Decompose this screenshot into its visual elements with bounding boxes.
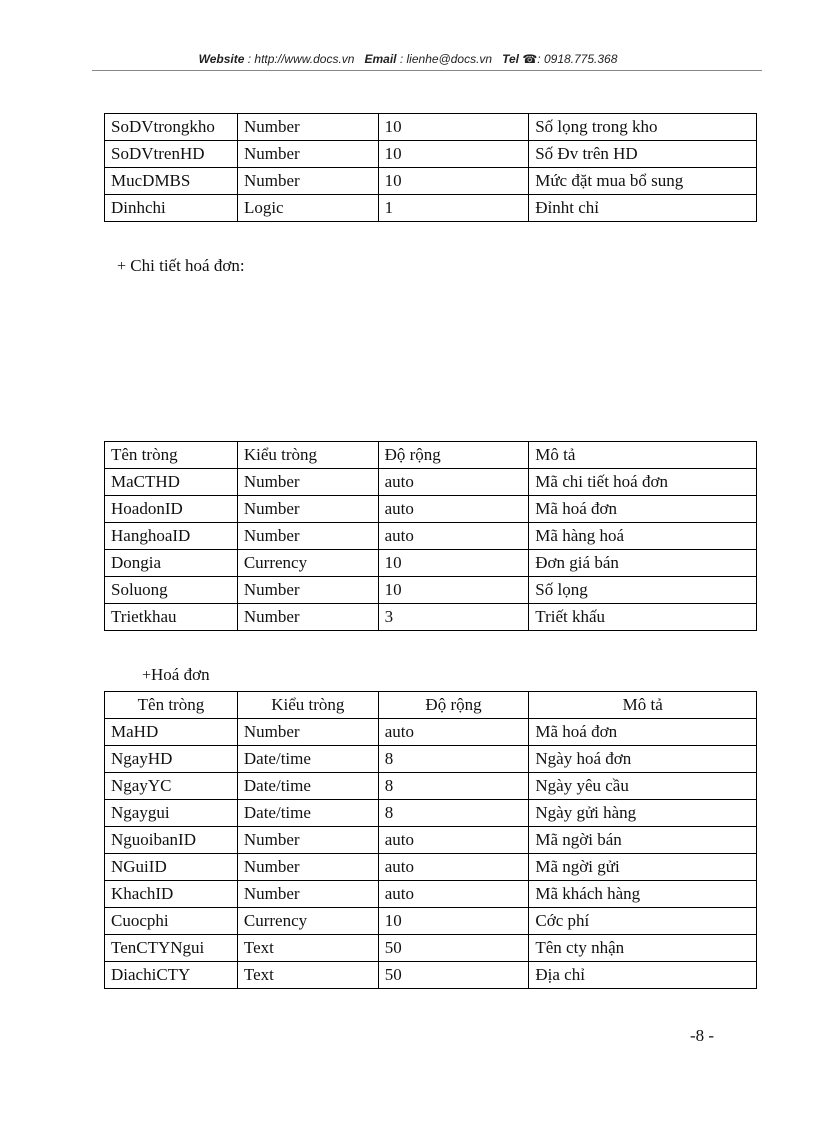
table-cell: auto xyxy=(378,827,529,854)
table-row xyxy=(105,141,757,168)
table-cell: HanghoaID xyxy=(105,523,238,550)
table-row xyxy=(105,746,757,773)
table-cell: Number xyxy=(237,469,378,496)
table-cell: Số lọng xyxy=(529,577,757,604)
column-header: Độ rộng xyxy=(378,442,529,469)
table-cell: MaHD xyxy=(105,719,238,746)
table-row xyxy=(105,496,757,523)
column-header: Kiểu tròng xyxy=(237,442,378,469)
table-cell: Triết khấu xyxy=(529,604,757,631)
table-row xyxy=(105,935,757,962)
tel-label: Tel xyxy=(502,52,519,66)
table-cell: 10 xyxy=(378,550,529,577)
table-cell: Mã hàng hoá xyxy=(529,523,757,550)
website-label: Website xyxy=(198,52,245,66)
table-row xyxy=(105,195,757,222)
table-cell: Dongia xyxy=(105,550,238,577)
table-cell: 10 xyxy=(378,114,529,141)
table-row xyxy=(105,604,757,631)
table-cell: Text xyxy=(237,962,378,989)
table-header-row xyxy=(105,692,757,719)
table-cell: Số lọng trong kho xyxy=(529,114,757,141)
table-cell: Ngaygui xyxy=(105,800,238,827)
table-cell: Number xyxy=(237,854,378,881)
table-cell: Number xyxy=(237,114,378,141)
table-cell: 8 xyxy=(378,773,529,800)
table-cell: auto xyxy=(378,496,529,523)
table-cell: Cuocphi xyxy=(105,908,238,935)
table-cell: Currency xyxy=(237,908,378,935)
table-cell: Trietkhau xyxy=(105,604,238,631)
column-header: Độ rộng xyxy=(378,692,529,719)
table-cell: Soluong xyxy=(105,577,238,604)
table-header-row xyxy=(105,442,757,469)
phone-icon: ☎ xyxy=(522,52,538,66)
section-title: Hoá đơn xyxy=(151,665,210,684)
table-cell: Number xyxy=(237,604,378,631)
table-cell: Number xyxy=(237,881,378,908)
table-cell: 50 xyxy=(378,962,529,989)
fields-table-continued xyxy=(104,113,757,222)
table-row xyxy=(105,800,757,827)
page-header xyxy=(0,52,816,66)
table-body xyxy=(105,719,757,989)
table-cell: Địa chỉ xyxy=(529,962,757,989)
section-title: Chi tiết hoá đơn: xyxy=(130,256,245,275)
table-cell: Mã chi tiết hoá đơn xyxy=(529,469,757,496)
table-cell: auto xyxy=(378,854,529,881)
table-cell: 10 xyxy=(378,168,529,195)
invoice-details-table xyxy=(104,441,757,631)
table-cell: MucDMBS xyxy=(105,168,238,195)
table-cell: Number xyxy=(237,577,378,604)
table-cell: 10 xyxy=(378,908,529,935)
table-row xyxy=(105,908,757,935)
table-cell: Number xyxy=(237,719,378,746)
column-header: Tên tròng xyxy=(105,442,238,469)
section-heading-invoice-details xyxy=(117,256,245,276)
table-row xyxy=(105,881,757,908)
table-cell: Date/time xyxy=(237,773,378,800)
table-cell: NguoibanID xyxy=(105,827,238,854)
table-cell: Số Đv trên HD xyxy=(529,141,757,168)
table-header xyxy=(105,692,757,719)
table-cell: SoDVtrongkho xyxy=(105,114,238,141)
table-cell: HoadonID xyxy=(105,496,238,523)
bullet-icon: + xyxy=(117,258,127,275)
website-value: : http://www.docs.vn xyxy=(247,52,355,66)
invoice-table xyxy=(104,691,757,989)
table-row xyxy=(105,854,757,881)
table-cell: Đỉnht chỉ xyxy=(529,195,757,222)
table-row xyxy=(105,550,757,577)
table-cell: Text xyxy=(237,935,378,962)
table-cell: Currency xyxy=(237,550,378,577)
table-cell: NgayHD xyxy=(105,746,238,773)
table-row xyxy=(105,168,757,195)
table-header xyxy=(105,442,757,469)
table-cell: Đơn giá bán xyxy=(529,550,757,577)
table-cell: auto xyxy=(378,523,529,550)
table-cell: auto xyxy=(378,881,529,908)
table-cell: TenCTYNgui xyxy=(105,935,238,962)
table-cell: Mã khách hàng xyxy=(529,881,757,908)
table-row xyxy=(105,962,757,989)
table-cell: 3 xyxy=(378,604,529,631)
table-row xyxy=(105,827,757,854)
table-cell: 8 xyxy=(378,746,529,773)
table-cell: Tên cty nhận xyxy=(529,935,757,962)
table-cell: Ngày hoá đơn xyxy=(529,746,757,773)
column-header: Tên tròng xyxy=(105,692,238,719)
table-cell: 50 xyxy=(378,935,529,962)
table-row xyxy=(105,469,757,496)
table-cell: 8 xyxy=(378,800,529,827)
tel-value: : 0918.775.368 xyxy=(537,52,618,66)
table-cell: NgayYC xyxy=(105,773,238,800)
table-cell: Cớc phí xyxy=(529,908,757,935)
table-cell: MaCTHD xyxy=(105,469,238,496)
table-cell: Dinhchi xyxy=(105,195,238,222)
table-cell: 10 xyxy=(378,141,529,168)
table-cell: NGuiID xyxy=(105,854,238,881)
table-row xyxy=(105,719,757,746)
section-heading-invoice xyxy=(142,665,210,685)
table-cell: Number xyxy=(237,827,378,854)
table-cell: Logic xyxy=(237,195,378,222)
table-cell: Mã hoá đơn xyxy=(529,719,757,746)
table-cell: Mức đặt mua bổ sung xyxy=(529,168,757,195)
page-number: -8 - xyxy=(690,1026,715,1045)
column-header: Kiểu tròng xyxy=(237,692,378,719)
table-cell: Number xyxy=(237,523,378,550)
table-cell: SoDVtrenHD xyxy=(105,141,238,168)
table-cell: Number xyxy=(237,496,378,523)
table-cell: KhachID xyxy=(105,881,238,908)
table-cell: Mã ngời bán xyxy=(529,827,757,854)
email-label: Email xyxy=(364,52,397,66)
table-cell: Date/time xyxy=(237,800,378,827)
table-cell: Mã ngời gửi xyxy=(529,854,757,881)
table-cell: 1 xyxy=(378,195,529,222)
table-cell: Number xyxy=(237,168,378,195)
bullet-icon: + xyxy=(142,667,152,684)
table-body xyxy=(105,469,757,631)
header-divider xyxy=(92,70,762,71)
table-cell: auto xyxy=(378,469,529,496)
table-cell: Ngày yêu cầu xyxy=(529,773,757,800)
email-value: : lienhe@docs.vn xyxy=(399,52,493,66)
table-cell: Number xyxy=(237,141,378,168)
table-row xyxy=(105,114,757,141)
column-header: Mô tả xyxy=(529,442,757,469)
table-cell: 10 xyxy=(378,577,529,604)
table-body xyxy=(105,114,757,222)
table-row xyxy=(105,577,757,604)
column-header: Mô tả xyxy=(529,692,757,719)
table-cell: Mã hoá đơn xyxy=(529,496,757,523)
table-cell: Ngày gửi hàng xyxy=(529,800,757,827)
table-cell: auto xyxy=(378,719,529,746)
table-row xyxy=(105,523,757,550)
table-row xyxy=(105,773,757,800)
table-cell: DiachiCTY xyxy=(105,962,238,989)
table-cell: Date/time xyxy=(237,746,378,773)
